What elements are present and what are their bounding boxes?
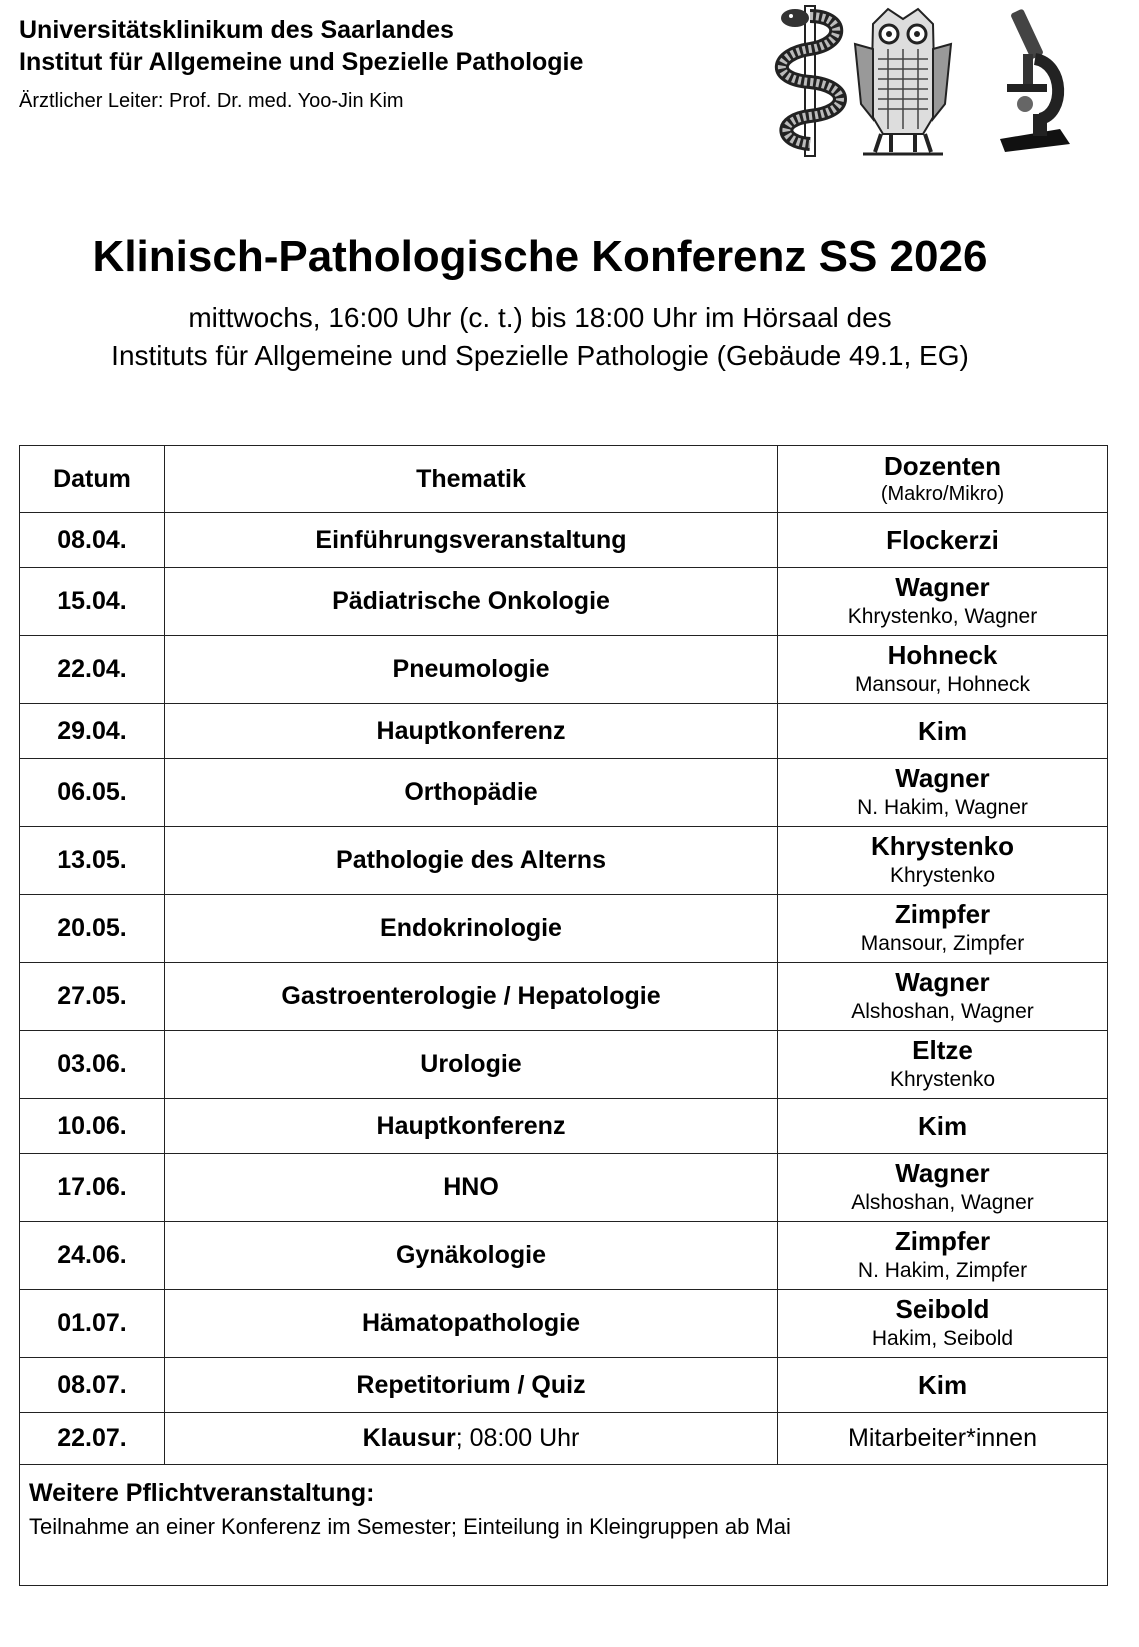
row-date: 24.06.	[20, 1222, 165, 1290]
table-row	[20, 1031, 1108, 1099]
row-lead-lecturer: Kim	[917, 1111, 968, 1141]
table-row	[20, 1290, 1108, 1358]
director-line: Ärztlicher Leiter: Prof. Dr. med. Yoo-Jin Kim	[19, 90, 404, 112]
row-lecturers	[778, 704, 1108, 759]
row-lecturers	[778, 1358, 1108, 1413]
row-tutors: Khrystenko, Wagner	[847, 605, 1038, 628]
row-lecturers	[778, 759, 1108, 827]
table-header-row	[20, 446, 1108, 513]
table-row	[20, 827, 1108, 895]
header-lecturers-label: Dozenten	[884, 451, 1001, 481]
exam-topic-cell	[165, 1413, 778, 1465]
row-tutors: Alshoshan, Wagner	[851, 1000, 1034, 1023]
owl-logo	[853, 4, 953, 164]
row-tutors: N. Hakim, Zimpfer	[857, 1259, 1028, 1282]
row-lecturers	[778, 636, 1108, 704]
table-row	[20, 513, 1108, 568]
schedule-body	[20, 513, 1108, 1413]
row-topic: Repetitorium / Quiz	[165, 1358, 778, 1413]
table-row	[20, 636, 1108, 704]
caduceus-logo	[765, 4, 855, 159]
row-lead-lecturer: Wagner	[895, 1158, 990, 1188]
table-row	[20, 1099, 1108, 1154]
row-topic: Pädiatrische Onkologie	[165, 568, 778, 636]
footer-text: Teilnahme an einer Konferenz im Semester; Einteilung in Kleingruppen ab Mai	[29, 1514, 791, 1539]
institute-name: Institut für Allgemeine und Spezielle Pathologie	[19, 48, 584, 76]
row-date: 08.04.	[20, 513, 165, 568]
row-lecturers	[778, 895, 1108, 963]
table-row	[20, 1222, 1108, 1290]
table-row	[20, 963, 1108, 1031]
row-tutors: Hakim, Seibold	[871, 1327, 1014, 1350]
row-topic: HNO	[165, 1154, 778, 1222]
row-lead-lecturer: Wagner	[895, 967, 990, 997]
row-tutors: Alshoshan, Wagner	[851, 1191, 1034, 1214]
row-lecturers	[778, 1154, 1108, 1222]
row-date: 27.05.	[20, 963, 165, 1031]
row-lead-lecturer: Eltze	[912, 1035, 973, 1065]
row-date: 13.05.	[20, 827, 165, 895]
exam-lecturers: Mitarbeiter*innen	[778, 1413, 1108, 1465]
exam-row	[20, 1413, 1108, 1465]
page-title: Klinisch-Pathologische Konferenz SS 2026	[92, 232, 988, 281]
table-row	[20, 759, 1108, 827]
row-topic: Gynäkologie	[165, 1222, 778, 1290]
row-topic: Orthopädie	[165, 759, 778, 827]
row-tutors: N. Hakim, Wagner	[857, 796, 1028, 819]
row-lecturers	[778, 1290, 1108, 1358]
row-date: 29.04.	[20, 704, 165, 759]
row-lead-lecturer: Kim	[917, 716, 968, 746]
row-lead-lecturer: Zimpfer	[894, 1226, 991, 1256]
exam-time: ; 08:00 Uhr	[455, 1424, 580, 1452]
row-topic: Urologie	[165, 1031, 778, 1099]
row-lead-lecturer: Zimpfer	[894, 899, 991, 929]
row-lead-lecturer: Seibold	[895, 1294, 990, 1324]
microscope-logo	[995, 4, 1075, 154]
row-lecturers	[778, 963, 1108, 1031]
table-row	[20, 1154, 1108, 1222]
schedule-table	[19, 445, 1108, 1586]
row-lead-lecturer: Kim	[917, 1370, 968, 1400]
table-row	[20, 568, 1108, 636]
row-tutors: Mansour, Hohneck	[854, 673, 1031, 696]
footer-heading: Weitere Pflichtveranstaltung:	[29, 1479, 375, 1507]
header-lecturers	[778, 446, 1108, 513]
header-date: Datum	[20, 446, 165, 513]
row-date: 01.07.	[20, 1290, 165, 1358]
row-topic: Hämatopathologie	[165, 1290, 778, 1358]
table-row	[20, 895, 1108, 963]
row-date: 06.05.	[20, 759, 165, 827]
row-lead-lecturer: Hohneck	[887, 640, 998, 670]
exam-topic: Klausur	[362, 1424, 456, 1452]
row-topic: Hauptkonferenz	[165, 1099, 778, 1154]
row-lead-lecturer: Wagner	[895, 572, 990, 602]
row-date: 20.05.	[20, 895, 165, 963]
institution-name: Universitätsklinikum des Saarlandes	[19, 16, 454, 44]
row-lead-lecturer: Khrystenko	[870, 831, 1015, 861]
row-tutors: Mansour, Zimpfer	[860, 932, 1025, 955]
row-topic: Einführungsveranstaltung	[165, 513, 778, 568]
row-tutors: Khrystenko	[889, 864, 996, 887]
row-topic: Pathologie des Alterns	[165, 827, 778, 895]
row-date: 17.06.	[20, 1154, 165, 1222]
row-lecturers	[778, 1099, 1108, 1154]
row-lecturers	[778, 827, 1108, 895]
row-date: 15.04.	[20, 568, 165, 636]
logo-group	[765, 4, 1095, 184]
table-row	[20, 1358, 1108, 1413]
table-row	[20, 704, 1108, 759]
footer-cell	[20, 1465, 1108, 1586]
exam-date: 22.07.	[20, 1413, 165, 1465]
subtitle-line-2: Instituts für Allgemeine und Spezielle Pathologie (Gebäude 49.1, EG)	[111, 340, 969, 371]
row-topic: Hauptkonferenz	[165, 704, 778, 759]
row-lead-lecturer: Wagner	[895, 763, 990, 793]
row-lecturers	[778, 1031, 1108, 1099]
subtitle-line-1: mittwochs, 16:00 Uhr (c. t.) bis 18:00 Uhr im Hörsaal des	[188, 302, 892, 333]
row-topic: Pneumologie	[165, 636, 778, 704]
row-topic: Endokrinologie	[165, 895, 778, 963]
row-date: 22.04.	[20, 636, 165, 704]
row-date: 08.07.	[20, 1358, 165, 1413]
row-tutors: Khrystenko	[889, 1068, 996, 1091]
row-date: 03.06.	[20, 1031, 165, 1099]
row-topic: Gastroenterologie / Hepatologie	[165, 963, 778, 1031]
row-lecturers	[778, 568, 1108, 636]
header-topic: Thematik	[165, 446, 778, 513]
row-lecturers	[778, 513, 1108, 568]
row-date: 10.06.	[20, 1099, 165, 1154]
header-lecturers-sub: (Makro/Mikro)	[880, 483, 1005, 505]
row-lecturers	[778, 1222, 1108, 1290]
footer-row	[20, 1465, 1108, 1586]
row-lead-lecturer: Flockerzi	[886, 525, 999, 555]
